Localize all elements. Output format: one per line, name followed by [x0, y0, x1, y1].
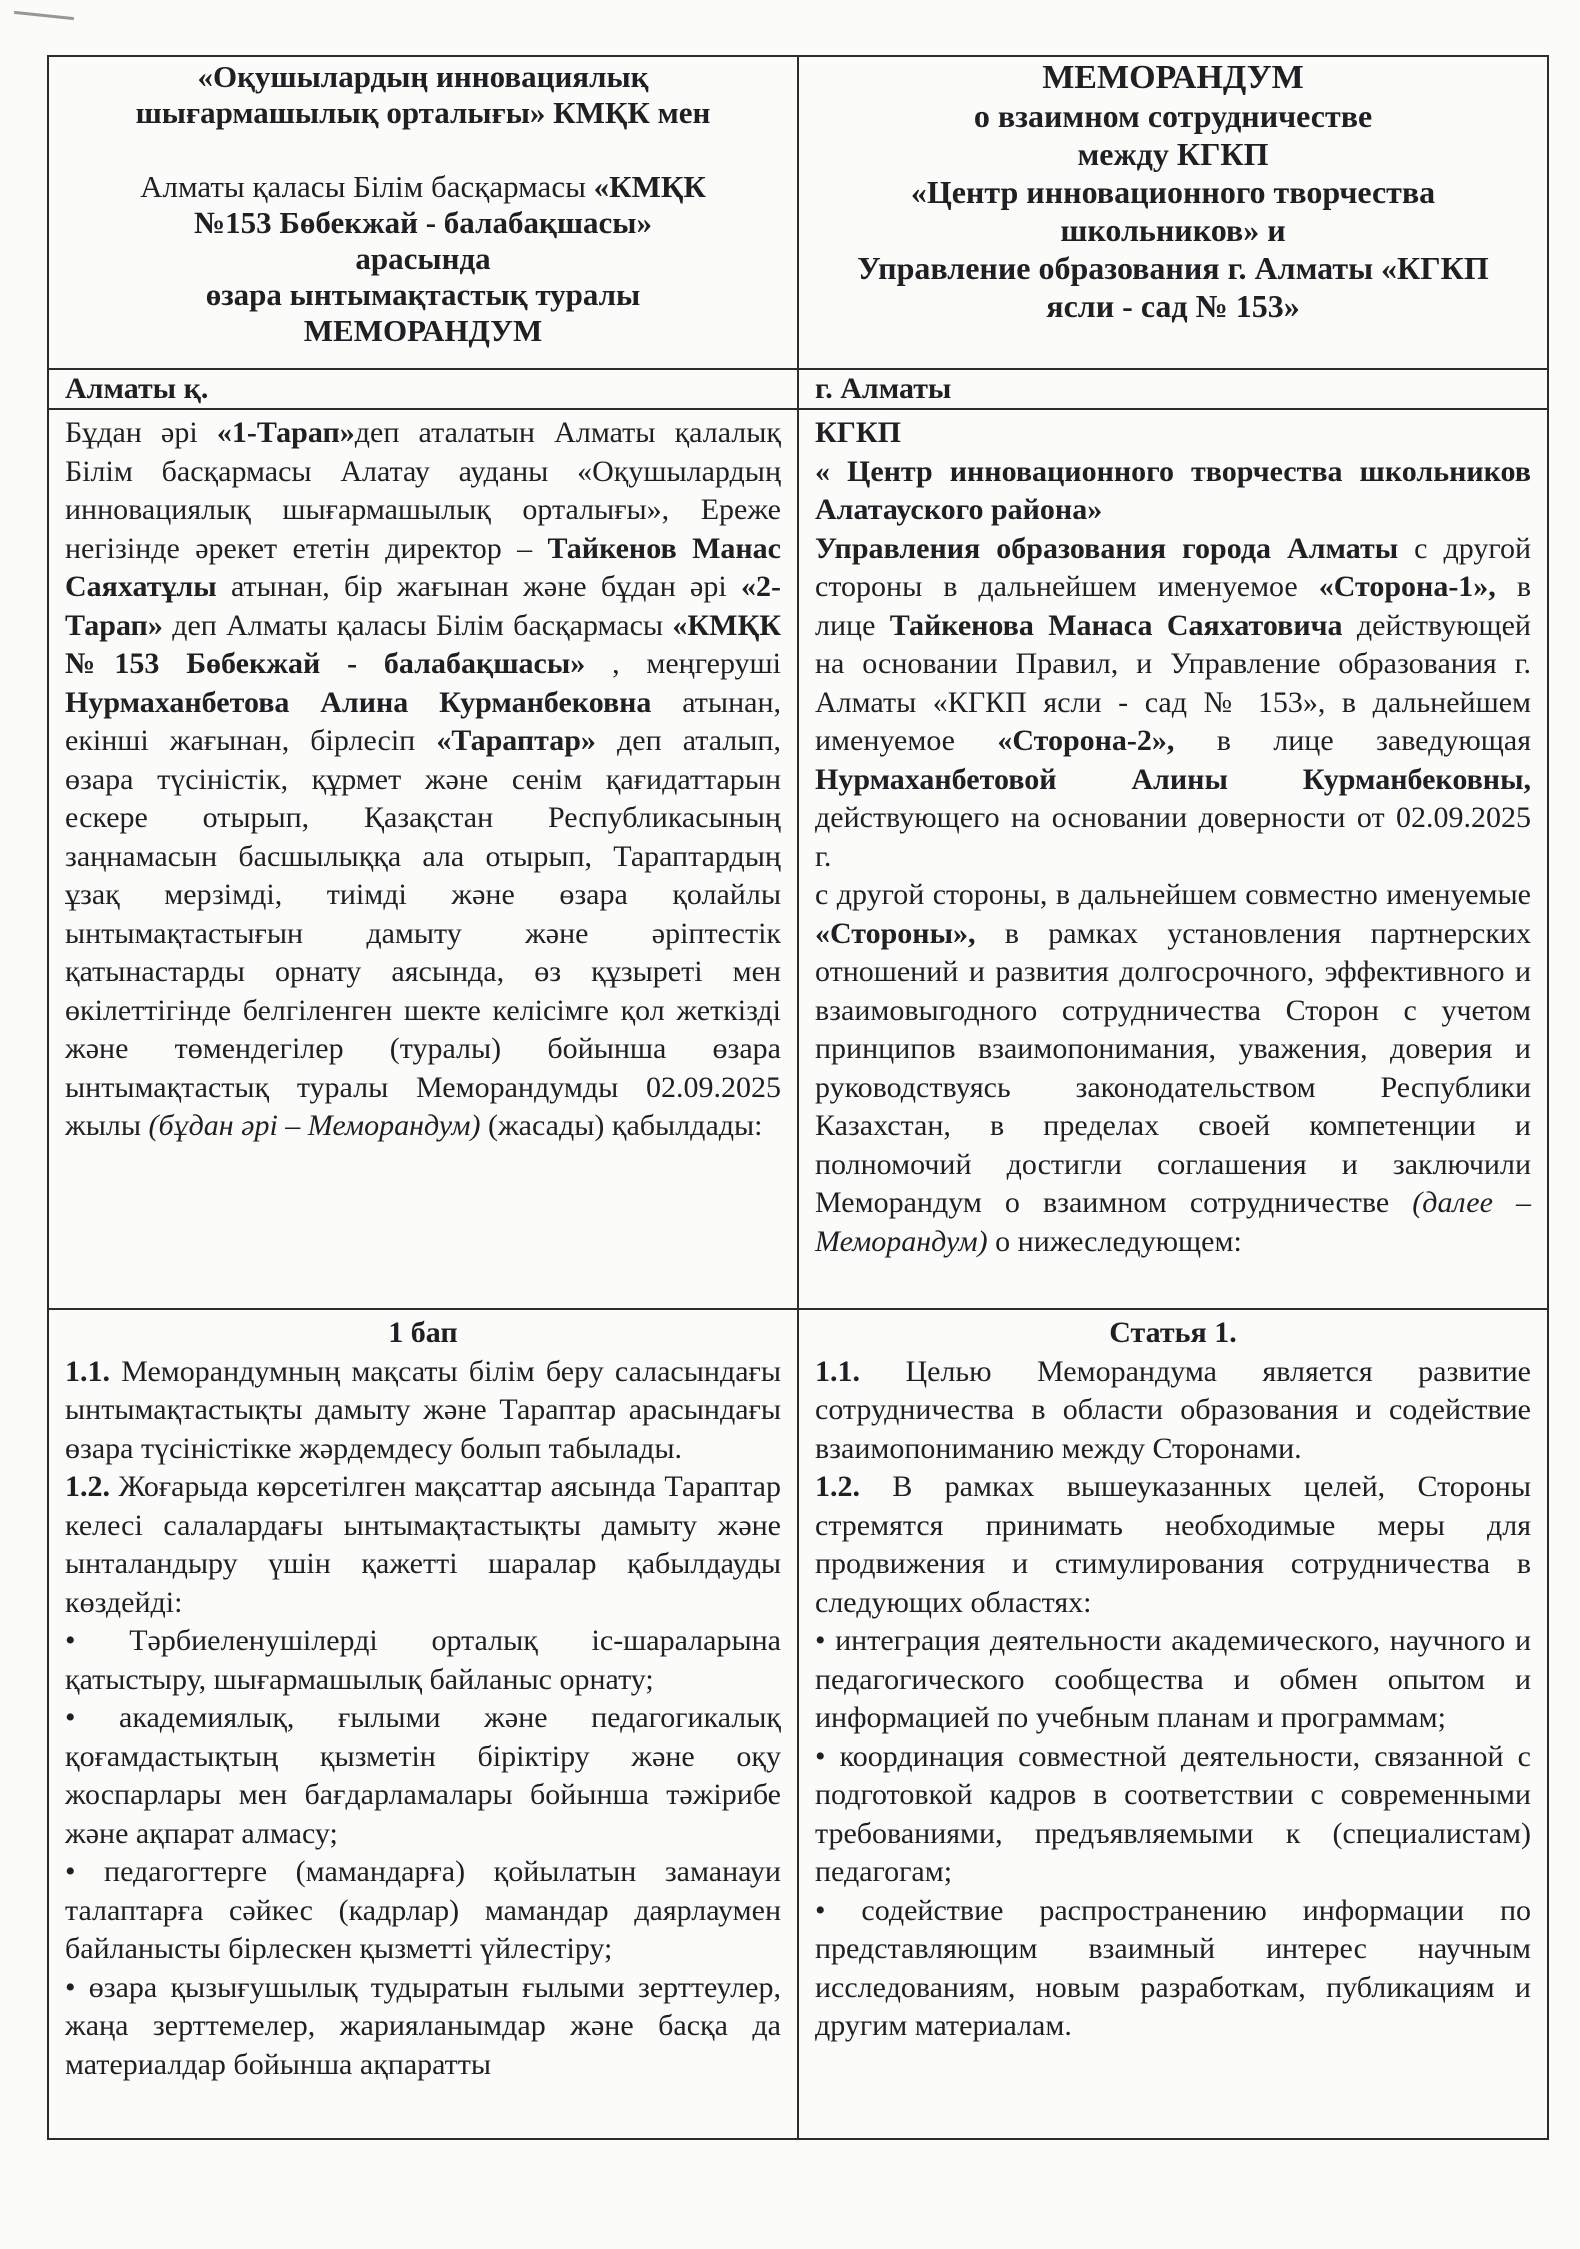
- kz-intro-cell: [48, 409, 798, 1309]
- kz-intro-run: атынан, екінші жағынан, бірлесіп: [65, 685, 782, 757]
- kz-header-line1: «Оқушылардың инновациялық: [197, 59, 649, 94]
- kz-header-line4: №153 Бөбекжай - балабақшасы»: [194, 205, 652, 240]
- ru-intro-cell: [798, 409, 1548, 1309]
- intro-row: [48, 409, 1548, 1309]
- kz-clause-1-1: [65, 1353, 781, 1469]
- kz-clause-1-2: [65, 1468, 781, 1622]
- kz-bullet-item: • Тәрбиеленушілерді орталық іс-шараларына қатыстыру, шығармашылық байланыс орнату;: [65, 1624, 781, 1696]
- kz-clause-1-1-number: 1.1.: [65, 1354, 110, 1388]
- ru-intro-p1-run: действующего на основании доверности от 02.09.2025 г.: [815, 801, 1531, 873]
- ru-header-line2: о взаимном сотрудничестве: [973, 98, 1373, 134]
- ru-intro-title2: « Центр инновационного творчества школьников Алатауского района»: [815, 454, 1531, 526]
- kz-article1-cell: [48, 1309, 798, 2139]
- kz-intro-run: «КМҚК №153 Бөбекжай - балабақшасы»: [65, 608, 781, 680]
- ru-bullet-item: • координация совместной деятельности, связанной с подготовкой кадров в соответствии с современными требованиями, предъявляемыми к (специалистам) педагогам;: [815, 1739, 1531, 1888]
- ru-intro-p2-run: (далее – Меморандум): [815, 1186, 1531, 1258]
- kz-intro-run: атынан, бір жағынан және бұдан әрі: [216, 570, 741, 603]
- ru-intro-p1-run: в лице: [815, 570, 1531, 642]
- ru-intro-p1-run: Нурмаханбетовой Алины Курманбековны,: [815, 762, 1531, 796]
- kz-intro-run: , меңгеруші: [585, 647, 781, 680]
- kz-intro-run: (жасады) қабылдады:: [480, 1109, 763, 1142]
- ru-article1-title: Статья 1.: [1109, 1316, 1237, 1349]
- ru-city: г. Алматы: [798, 369, 1548, 409]
- ru-clause-1-2-number: 1.2.: [815, 1470, 860, 1503]
- kz-header-gap: [65, 131, 781, 169]
- ru-header-line5: школьников» и: [1060, 212, 1286, 248]
- kz-clause-1-2-number: 1.2.: [65, 1470, 110, 1503]
- ru-intro-paragraph1: [815, 530, 1531, 877]
- memorandum-table: [47, 55, 1549, 2140]
- kz-bullet-item: • академиялық, ғылыми және педагогикалық қоғамдастықтың қызметін біріктіру және оқу жоспарлары мен бағдарламалары бойынша тәжірибе және ақпарат алмасу;: [65, 1701, 781, 1850]
- kz-header-line3-bold: «КМҚК: [593, 169, 706, 204]
- kz-clause-1-2-text: Жоғарыда көрсетілген мақсаттар аясында Тараптар келесі салалардағы ынтымақтастықты дамыту және ынталандыру үшін қажетті шаралар қабылдауды көздейді:: [65, 1470, 781, 1619]
- kz-city: Алматы қ.: [48, 369, 798, 409]
- kz-intro-run: деп аталатын Алматы қалалық Білім басқармасы Алатау ауданы «Оқушылардың инновациялық шығармашылық орталығы», Ереже негізінде әрекет ететін директор –: [65, 416, 782, 565]
- article1-row: [48, 1309, 1548, 2139]
- kz-intro-run: «Тараптар»: [436, 724, 596, 757]
- kz-intro-run: деп аталып, өзара түсіністік, құрмет және сенім қағидаттарын ескере отырып, Қазақстан Республикасының заңнамасын басшылыққа ала отырып, Тараптардың ұзақ мерзімді, тиімді және өзара қолайлы ынтымақтастығын дамыту және әріптестік қатынастарды орнату аясында, өз құзыреті мен өкілеттігінде белгіленген шекте келісімге қол жеткізді және төмендегілер (туралы) бойынша өзара ынтымақтастық туралы Меморандумды 02.09.2025 жылы: [65, 724, 781, 1142]
- kz-clause-1-1-text: Меморандумның мақсаты білім беру саласындағы ынтымақтастықты дамыту және Тараптар арасындағы өзара түсіністікке жәрдемдесу болып табылады.: [65, 1354, 781, 1465]
- ru-clause-1-2: [815, 1468, 1531, 1622]
- kz-intro-run: Нурмаханбетова Алина Курманбековна: [65, 685, 652, 719]
- ru-bullet-item: • интеграция деятельности академического, научного и педагогического сообщества и обмен опытом и информацией по учебным планам и программам;: [815, 1624, 1531, 1734]
- ru-intro-p1-run: с другой стороны в дальнейшем именуемое: [815, 531, 1532, 603]
- ru-intro-p2-run: «Стороны»,: [815, 916, 976, 950]
- ru-intro-title1: КГКП: [815, 416, 901, 449]
- kz-intro-run: «2-Тарап»: [65, 570, 781, 642]
- ru-intro-p2-run: с другой стороны, в дальнейшем совместно именуемые: [815, 878, 1531, 911]
- header-row: [48, 56, 1548, 369]
- kz-intro-run: (бұдан әрі – Меморандум): [148, 1109, 481, 1142]
- ru-header-line1: МЕМОРАНДУМ: [1042, 59, 1304, 96]
- kz-header-line7: МЕМОРАНДУМ: [303, 313, 543, 348]
- ru-header-cell: [798, 56, 1548, 369]
- kz-intro-run: «1-Тарап»: [216, 416, 355, 449]
- ru-intro-p2-run: о нижеследующем:: [987, 1224, 1242, 1258]
- kz-header-line2: шығармашылық орталығы» КМҚК мен: [135, 95, 711, 130]
- ru-intro-p1-run: «Сторона-2»,: [997, 724, 1175, 757]
- ru-intro-p1-run: в лице заведующая: [1174, 724, 1531, 757]
- kz-intro-run: Тайкенов Манас Саяхатұлы: [65, 531, 781, 603]
- ru-bullet-item: • содействие распространению информации по представляющим взаимный интерес научным исследованиям, новым разработкам, публикациям и другим материалам.: [815, 1893, 1531, 2042]
- ru-article1-cell: [798, 1309, 1548, 2139]
- kz-bullet-item: • педагогтерге (мамандарға) қойылатын заманауи талаптарға сәйкес (кадрлар) мамандар даярлаумен байланысты бірлескен қызметті үйлестіру;: [65, 1855, 781, 1965]
- scan-mark: [14, 11, 74, 20]
- ru-clause-1-1-number: 1.1.: [815, 1354, 860, 1388]
- ru-intro-p1-run: Управления образования города Алматы: [815, 531, 1399, 565]
- ru-clause-1-1: [815, 1353, 1531, 1469]
- ru-header-line4: «Центр инновационного творчества: [910, 174, 1436, 210]
- ru-intro-p1-run: Тайкенова Манаса Саяхатовича: [889, 608, 1343, 642]
- city-row: [48, 369, 1548, 409]
- kz-intro-paragraph: [65, 414, 781, 1146]
- kz-header-line3: [65, 169, 781, 205]
- ru-intro-p1-run: «Сторона-1»,: [1318, 570, 1496, 603]
- ru-header-line6: Управление образования г. Алматы «КГКП: [857, 250, 1489, 286]
- ru-intro-p1-run: действующей на основании Правил, и Управление образования г. Алматы «КГКП ясли - сад № 153», в дальнейшем именуемое: [815, 608, 1531, 757]
- kz-intro-run: Бұдан әрі: [65, 416, 217, 449]
- kz-intro-run: деп Алматы қаласы Білім басқармасы: [162, 608, 673, 642]
- kz-article1-title: 1 бап: [388, 1316, 458, 1349]
- ru-header-line7: ясли - сад № 153»: [1046, 288, 1300, 324]
- ru-clause-1-1-text: Целью Меморандума является развитие сотрудничества в области образования и содействие взаимопониманию между Сторонами.: [815, 1354, 1531, 1465]
- kz-header-line6: өзара ынтымақтастық туралы: [205, 277, 641, 312]
- kz-bullet-item: • өзара қызығушылық тудыратын ғылыми зерттеулер, жаңа зерттемелер, жарияланымдар және басқа да материалдар бойынша ақпаратты: [65, 1970, 781, 2081]
- ru-intro-paragraph2: [815, 876, 1531, 1261]
- ru-intro-p2-run: в рамках установления партнерских отношений и развития долгосрочного, эффективного и взаимовыгодного сотрудничества Сторон с учетом принципов взаимопонимания, уважения, доверия и руководствуясь законодательством Республики Казахстан, в пределах своей компетенции и полномочий достигли соглашения и заключили Меморандум о взаимном сотрудничестве: [815, 916, 1531, 1219]
- kz-header-line3-normal: Алматы қаласы Білім басқармасы: [140, 169, 594, 204]
- kz-header-line5: арасында: [355, 241, 491, 276]
- ru-header-line3: между КГКП: [1077, 136, 1269, 172]
- kz-header-cell: [48, 56, 798, 369]
- ru-clause-1-2-text: В рамках вышеуказанных целей, Стороны стремятся принимать необходимые меры для продвижения и стимулирования сотрудничества в следующих областях:: [815, 1470, 1531, 1619]
